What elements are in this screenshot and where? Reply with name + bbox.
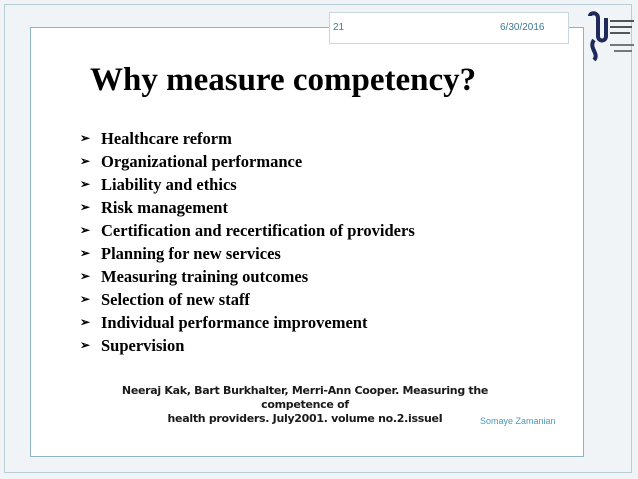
list-item: [80, 173, 415, 196]
arrowhead-bullet-icon: ➢: [80, 223, 91, 237]
arrowhead-bullet-icon: ➢: [80, 338, 91, 352]
bullet-text: Individual performance improvement: [101, 313, 368, 332]
arrowhead-bullet-icon: ➢: [80, 269, 91, 283]
arrowhead-bullet-icon: ➢: [80, 131, 91, 145]
university-emblem-icon: [584, 10, 636, 74]
bullet-text: Organizational performance: [101, 152, 303, 171]
bullet-text: Measuring training outcomes: [101, 267, 309, 286]
list-item: [80, 196, 415, 219]
bullet-text: Selection of new staff: [101, 290, 250, 309]
list-item: [80, 311, 415, 334]
bullet-list: [80, 127, 415, 357]
arrowhead-bullet-icon: ➢: [80, 292, 91, 306]
arrowhead-bullet-icon: ➢: [80, 246, 91, 260]
bullet-text: Supervision: [101, 336, 185, 355]
arrowhead-bullet-icon: ➢: [80, 315, 91, 329]
bullet-text: Liability and ethics: [101, 175, 237, 194]
citation-line: health providers. July2001. volume no.2.issueI: [167, 412, 443, 425]
list-item: [80, 334, 415, 357]
bullet-text: Healthcare reform: [101, 129, 232, 148]
bullet-text: Planning for new services: [101, 244, 281, 263]
arrowhead-bullet-icon: ➢: [80, 200, 91, 214]
citation: [90, 384, 520, 426]
bullet-text: Risk management: [101, 198, 228, 217]
list-item: [80, 127, 415, 150]
slide-date: 6/30/2016: [500, 22, 545, 33]
slide-title: Why measure competency?: [90, 62, 477, 98]
list-item: [80, 265, 415, 288]
arrowhead-bullet-icon: ➢: [80, 154, 91, 168]
footer-author: Somaye Zamanian: [480, 416, 556, 426]
list-item: [80, 219, 415, 242]
citation-line: Neeraj Kak, Bart Burkhalter, Merri-Ann Cooper. Measuring the competence of: [121, 384, 489, 411]
arrowhead-bullet-icon: ➢: [80, 177, 91, 191]
list-item: [80, 288, 415, 311]
list-item: [80, 242, 415, 265]
list-item: [80, 150, 415, 173]
bullet-text: Certification and recertification of providers: [101, 221, 415, 240]
slide-number: 21: [333, 22, 345, 33]
